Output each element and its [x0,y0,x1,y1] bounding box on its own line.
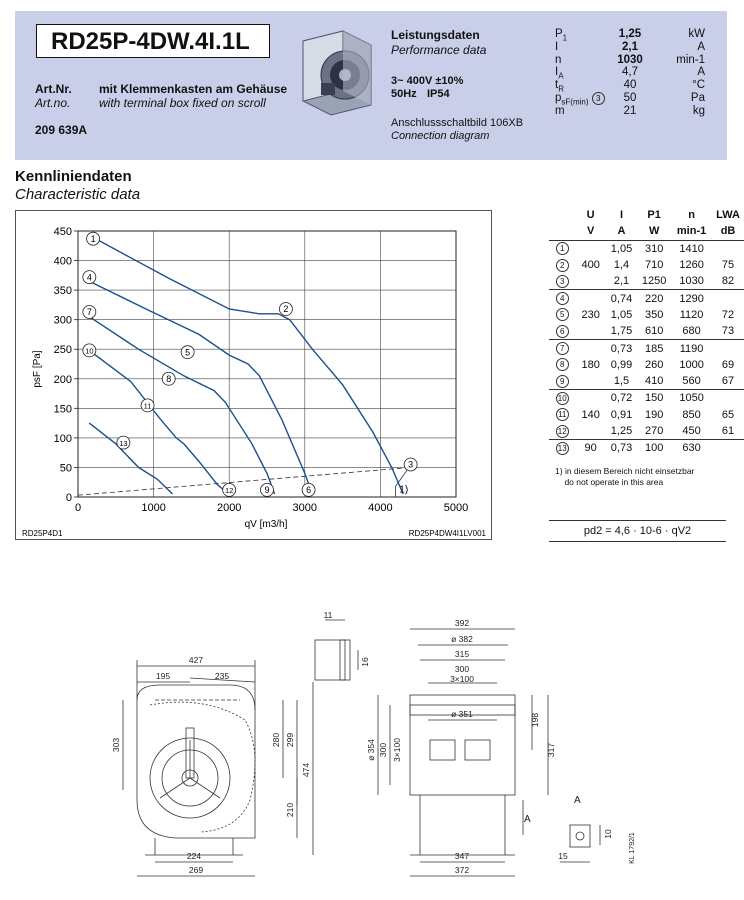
voltage: 3~ 400V ±10% [391,75,464,87]
dim-side-351: ø 351 [451,709,473,719]
dim-front-474: 474 [301,762,311,778]
dim-side-315: 315 [454,649,470,659]
spec-list [555,28,705,118]
y-tick-label: 100 [53,432,72,445]
frequency: 50Hz [391,88,417,100]
y-tick-label: 350 [53,285,72,298]
x-tick-label: 4000 [368,502,393,514]
y-tick-label: 450 [53,226,72,238]
dim-detail-a-10: 10 [603,829,613,839]
x-tick-label: 0 [74,502,82,514]
curve-number: 1 [556,242,569,255]
table-cell [575,390,605,407]
y-tick-label: 150 [53,403,72,416]
dim-detail-11: 11 [323,610,333,620]
table-cell: 150 [637,390,671,407]
table-cell: 190 [644,408,664,421]
table-cell: 400 [581,259,600,272]
table-cell: 350 [644,308,664,321]
diagram-en: Connection diagram [391,130,490,142]
x-tick-label: 2000 [216,502,242,514]
dim-front-280: 280 [271,732,281,748]
table-cell: 850 [682,408,701,421]
table-cell [575,323,605,340]
curve-number: 3 [556,275,569,288]
curve-label: 6 [306,485,312,496]
y-tick-label: 300 [53,314,72,327]
dim-front-left: 195 [155,671,171,681]
table-cell: 710 [644,259,664,272]
spec-row: $I_A$ 4,7 A [555,66,705,81]
table-row [549,390,744,407]
curve-number: 8 [556,358,569,371]
table-cell [575,423,605,440]
table-row [549,290,744,307]
table-row [549,273,744,290]
art-label-en: Art.no. [35,96,71,110]
table-cell: 1120 [679,308,704,321]
table-cell: 230 [581,308,600,321]
art-desc-de: mit Klemmenkasten am Gehäuse [99,82,288,96]
table-cell: 310 [637,240,671,257]
model-title: RD25P-4DW.4I.1L [36,24,270,58]
front-scroll-dash [150,702,255,832]
dim-front-303: 303 [111,737,121,753]
table-cell: 0,73 [606,340,637,357]
dim-detail-16: 16 [360,657,370,667]
table-cell: 140 [581,408,600,421]
table-cell: 1,5 [613,375,630,388]
table-cell [712,340,744,357]
x-tick-label: 1000 [141,502,166,514]
spec-row: $t_R$ 40 °C [555,79,705,94]
table-row [549,307,744,323]
table-row [549,240,744,257]
curve-label: 4 [86,272,92,283]
table-cell: 0,91 [610,408,633,421]
table-cell: 0,73 [606,440,637,457]
spec-row: m 21 kg [555,104,705,117]
table-cell: 1250 [641,275,667,288]
system-curve [78,467,411,495]
table-cell [575,373,605,390]
table-cell: 1,05 [610,308,633,321]
table-cell: 67 [721,375,735,388]
table-cell [712,390,744,407]
curve-number: 4 [556,292,569,305]
curve-label: 11 [143,401,152,411]
chart-footer-left: RD25P4D1 [22,529,63,538]
curve-number: 2 [556,259,569,272]
dim-front-width: 427 [188,655,204,665]
y-tick-label: 200 [53,373,72,386]
y-tick-label: 250 [53,344,72,357]
section-subtitle: Characteristic data [15,186,141,203]
table-cell [712,290,744,307]
curve-label: 2 [283,304,289,315]
table-cell: 75 [721,259,735,272]
table-row [549,357,744,373]
table-row [549,373,744,390]
table-cell: 73 [721,325,735,338]
x-axis-label: qV [m3/h] [244,519,288,530]
dim-detail-a-15: 15 [558,851,568,861]
y-tick-label: 50 [59,462,72,475]
table-cell: 1,4 [613,259,630,272]
table-cell: 270 [644,425,664,437]
table-row [549,423,744,440]
dim-side-300: 300 [454,664,470,674]
table-cell: 1030 [679,275,704,288]
table-cell: 680 [682,325,701,338]
dim-side-347: 347 [454,851,470,861]
table-row [549,323,744,340]
curve-13 [89,423,172,494]
table-cell: 1050 [671,390,712,407]
table-cell: 260 [644,358,664,371]
curve-number: 5 [556,308,569,321]
table-row [549,257,744,273]
curve-4 [86,281,312,494]
curve-label: 10 [85,346,94,356]
art-desc-en: with terminal box fixed on scroll [99,96,266,110]
curve-label: 12 [225,486,234,496]
table-cell: 410 [644,375,664,388]
front-housing-outline [137,685,255,838]
dim-side-372: 372 [454,865,470,875]
curve-number: 6 [556,325,569,338]
section-title: Kennliniendaten [15,168,132,185]
table-cell: 1190 [671,340,712,357]
performance-table [549,207,744,456]
spec-row: I 2,1 A [555,40,705,53]
spec-row: $P_1$ 1,25 kW [555,28,705,43]
curve-label: 8 [166,373,172,384]
table-cell [575,290,605,307]
table-cell: 61 [721,425,735,437]
table-cell: 0,72 [606,390,637,407]
y-axis-label: psF [Pa] [32,350,43,388]
perf-title-en: Performance data [391,43,487,57]
limit-note-marker: 1) [399,484,409,496]
table-cell: 1,75 [610,325,633,338]
dim-side-354: ø 354 [366,739,376,761]
dim-side-3x100v: 3×100 [392,738,402,762]
dimension-drawing [0,600,744,900]
perf-title-de: Leistungsdaten [391,28,480,42]
dim-side-198: 198 [530,712,540,728]
curve-number: 9 [556,375,569,388]
curve-label: 1 [90,233,96,244]
table-cell: 100 [637,440,671,457]
table-row [549,440,744,457]
table-header-row: U I P1 n LWA [586,209,740,222]
table-cell [575,340,605,357]
table-cell [575,240,605,257]
curve-10 [89,350,229,494]
table-cell: 2,1 [613,275,630,288]
operating-note: 1) in diesem Bereich nicht einsetzbar do not operate in this area [555,466,695,487]
curve-label: 7 [86,307,92,318]
y-tick-label: 400 [53,255,72,268]
characteristic-chart [16,211,493,541]
fan-photo [297,27,377,119]
table-cell: 0,99 [610,358,633,371]
table-cell: 1000 [679,358,704,371]
table-cell: 1260 [679,259,704,272]
table-cell: 450 [682,425,701,437]
x-tick-label: 3000 [292,502,318,514]
table-cell: 220 [637,290,671,307]
chart-footer-right: RD25P4DW4I1LV001 [408,529,486,538]
diagram-de: Anschlussschaltbild 106XB [391,117,524,129]
curve-number: 10 [556,392,569,405]
table-cell: 1,25 [610,425,633,437]
spec-row: n 1030 min-1 [555,53,705,66]
dim-front-right: 235 [214,671,230,681]
table-cell: 560 [682,375,701,388]
table-cell: 610 [644,325,664,338]
table-cell: 82 [721,275,735,288]
table-cell: 630 [671,440,712,457]
spec-ring-marker: 3 [592,92,605,105]
table-cell [575,273,605,290]
curve-number: 13 [556,442,569,455]
curve-number: 11 [556,408,569,421]
dim-side-300v: 300 [378,742,388,758]
detail-a-label: A [574,795,581,806]
y-tick-label: 0 [65,492,72,504]
curve-label: 3 [408,459,414,470]
table-cell: 1290 [671,290,712,307]
table-row [549,340,744,357]
curve-label: 5 [185,347,191,358]
dim-side-3x100: 3×100 [450,674,474,684]
dim-side-317: 317 [546,742,556,758]
dim-side-382: ø 382 [451,634,473,644]
table-cell: 65 [721,408,735,421]
curve-label: 9 [264,485,270,496]
table-cell: 185 [637,340,671,357]
table-cell: 0,74 [606,290,637,307]
curve-label: 13 [119,438,128,448]
dynamic-pressure-formula: pd2 = 4,6 · 10-6 · qV2 [549,520,726,542]
table-cell [712,240,744,257]
curve-number: 7 [556,342,569,355]
table-cell: 1410 [671,240,712,257]
dim-front-224: 224 [186,851,202,861]
section-arrow-a: A [524,814,531,825]
dim-front-210: 210 [285,802,295,818]
table-row [549,407,744,423]
table-cell [712,440,744,457]
art-label-de: Art.Nr. [35,82,72,96]
chart-frame [15,210,492,540]
spec-row: $p_{sF(min)}$ 3 50 Pa [555,91,705,107]
table-cell: 69 [721,358,735,371]
dim-front-269: 269 [188,865,204,875]
plot-area [78,231,456,497]
table-cell: 90 [575,440,605,457]
x-tick-label: 5000 [443,502,469,514]
ip-rating: IP54 [427,88,450,100]
curve-number: 12 [556,425,569,438]
drawing-ref: KL 1792/1 [629,832,636,864]
table-unit-row: V A W min-1 dB [586,225,736,238]
art-number: 209 639A [35,123,88,137]
dim-front-299: 299 [285,732,295,748]
table-cell: 180 [581,358,600,371]
dim-side-392: 392 [454,618,470,628]
table-cell: 1,05 [606,240,637,257]
table-cell: 72 [721,308,735,321]
